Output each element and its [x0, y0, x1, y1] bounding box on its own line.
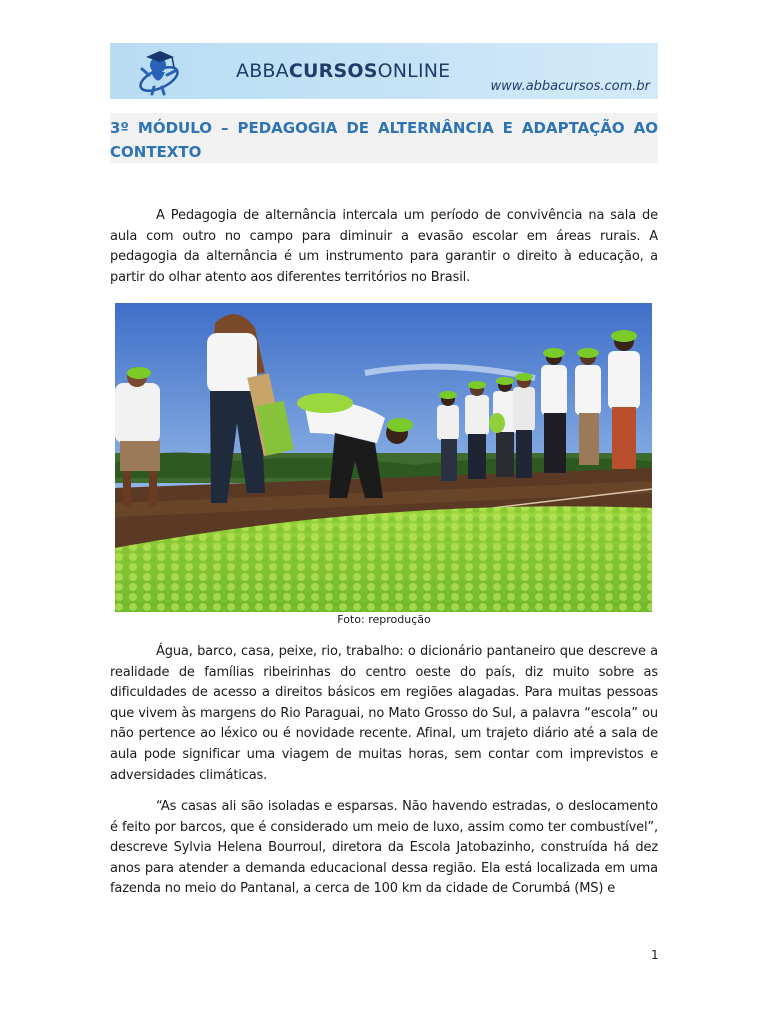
brand-name: ABBACURSOSONLINE: [236, 60, 451, 82]
body-paragraph: Água, barco, casa, peixe, rio, trabalho: o dicionário pantaneiro que descreve a realidade de famílias ribeirinhas do centro oeste do país, diz muito sobre as dificuldades de acesso a direitos básicos em regiões alagadas. Para muitas pessoas que vivem às margens do Rio Paraguai, no Mato Grosso do Sul, a palavra “escola” ou não pertence ao léxico ou é novidade recente. Afinal, um trajeto diário até a sala de aula pode significar uma viagem de muitas horas, sem contar com imprevistos e adversidades climáticas.: [110, 644, 658, 783]
graduate-mascot-icon: [134, 45, 184, 97]
page-number: 1: [651, 948, 659, 962]
module-title: 3º MÓDULO – PEDAGOGIA DE ALTERNÂNCIA E ADAPTAÇÃO AO CONTEXTO: [110, 119, 658, 161]
header-banner: [110, 43, 658, 99]
body-paragraph: “As casas ali são isoladas e esparsas. Não havendo estradas, o deslocamento é feito por barcos, que é considerado um meio de luxo, assim como ter combustível”, descreve Sylvia Helena Bourroul, diretora da Escola Jatobazinho, construída há dez anos para atender a demanda educacional dessa região. Ela está localizada em uma fazenda no meio do Pantanal, a cerca de 100 km da cidade de Corumbá (MS) e: [110, 799, 658, 897]
website-url[interactable]: www.abbacursos.com.br: [490, 79, 650, 94]
students-field-photo: [115, 303, 652, 612]
intro-paragraph: A Pedagogia de alternância intercala um período de convivência na sala de aula com outro no campo para diminuir a evasão escolar em áreas rurais. A pedagogia da alternância é um instrumento para garantir o direito à educação, a partir do olhar atento aos diferentes territórios no Brasil.: [110, 208, 658, 285]
module-title-box: [110, 113, 658, 163]
photo-caption: Foto: reprodução: [337, 613, 431, 626]
